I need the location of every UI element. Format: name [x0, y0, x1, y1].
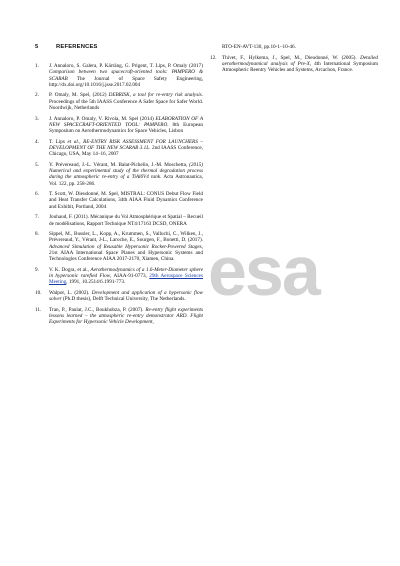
reference-text-part: ELABORATION OF A NEW SPACECRAFT-ORIENTED TOOL: PAMPERO [49, 115, 203, 128]
reference-item [35, 63, 203, 88]
reference-text [49, 191, 203, 210]
reference-number: 8. [35, 231, 39, 238]
reference-text-part: (Ph.D thesis), Delft Technical University, The Netherlands. [61, 296, 186, 303]
reference-number: 7. [35, 214, 39, 221]
reference-text-part: J. Annaloro, S. Galera, P. Kärräng, G. Prigent, T. Lips, P. Omaly (2017) [49, 63, 203, 69]
section-title: REFERENCES [56, 44, 98, 50]
section-number: 5 [35, 44, 39, 50]
reference-number: 1. [35, 63, 39, 69]
reference-text-part: DEBRISK, a tool for re-entry risk analysis [108, 92, 202, 99]
reference-item [35, 290, 203, 303]
reference-number: 6. [35, 191, 39, 198]
reference-number: 2. [35, 92, 39, 99]
reference-text-part: , AIAA-91-0773, [110, 273, 150, 280]
reference-text-part: Aerothermodynamics of a 1.6-Meter-Diameter sphere in hypersonic rarefied Flow [49, 266, 203, 280]
reference-text-part: Comparison between two spacecraft-oriented tools: PAMPERO & SCARAB [49, 69, 203, 82]
reference-item [35, 92, 203, 111]
reference-text-part: , 1991, 10.2514/6.1991-773. [66, 279, 126, 286]
reference-text-part: (2015) Numerical and experimental study of the thermal degradation process during the atmospheric re-entry of a TiAl6V4 tank [49, 161, 203, 181]
reference-text-part: , [152, 319, 154, 326]
left-column [35, 44, 203, 330]
reference-text-part: RE-ENTRY RISK ASSESSMENT FOR LAUNCHERS – DEVELOPMENT OF THE NEW SCARAB 3.1L [49, 138, 204, 151]
reference-text-part: Walpot, L. (2002). [49, 290, 92, 297]
reference-text-part: Advanced Simulation of Reusable Hypersonic Rocket-Powered Stages [49, 243, 202, 250]
reference-item [35, 162, 203, 187]
reference-text-part: , [79, 138, 84, 145]
reference-text [49, 214, 203, 227]
reference-text-part: T. Lips [49, 138, 68, 145]
reference-text [49, 116, 203, 135]
reference-text [49, 162, 203, 187]
reference-item [35, 191, 203, 210]
reference-text-part: . Acta Astronautica, Vol. 122, pp. 258-286. [49, 174, 203, 187]
reference-number: 9. [35, 266, 39, 273]
reference-text-part: Tran, P., Paulat, J.C., Boukhobza, P. (2007). [49, 306, 146, 313]
reference-text-part: , 21st AIAA International Space Planes and Hypersonic Systems and Technologies Conference AIAA 2017-2170, Xiamen, China. [49, 243, 203, 263]
reference-text-part: The Journal of Space Safety Engineering, http://dx.doi.org/10.1016/j.jsse.2017.02.004 [49, 75, 203, 88]
reference-item [35, 139, 203, 158]
reference-number: 11. [35, 306, 42, 313]
reference-text-part: . 2nd IAASS Conference, Chicago, USA, May 14–16, 2007 [49, 144, 203, 158]
reference-text-part: , 4th International Symposium Atmospheric Reentry Vehicles and Systems, Arcachon, France. [222, 60, 379, 74]
reference-text [49, 231, 203, 262]
reference-number: 3. [35, 115, 39, 122]
reference-text-part: Detailed aerothermodynamical analysis of Pre-X [222, 54, 378, 67]
reference-list-right [210, 55, 378, 74]
reference-text-part: Re-entry flight experiments lessons learned – the atmospheric re-entry demonstrator ARD. Flight Experiments for Hypersonic Vehicle Development [49, 306, 203, 326]
reference-text [49, 307, 203, 326]
reference-text-part: Y. Prévereaud, J.-L. Vérant, M. Balat-Pichelin, J.-M. Moschetta, [49, 161, 190, 168]
reference-number: 5. [35, 161, 39, 168]
reference-item [35, 231, 203, 262]
reference-number: 12. [210, 54, 217, 61]
reference-item [35, 214, 203, 227]
reference-item [35, 307, 203, 326]
reference-text [49, 63, 203, 88]
reference-text [49, 290, 203, 303]
reference-text [49, 139, 203, 158]
esa-watermark: esa [208, 232, 319, 310]
reference-text-part: Sippel, M., Bussler, L., Kopp, A., Krummen, S., Valluchi, C., Wilken, J., Prévereaud, Y., Vérant, J-L., Laroche, E., Sourgen, F., Bonetti, D. (2017). [49, 231, 203, 244]
reference-number: 4. [35, 138, 39, 145]
reference-text-part: V. K. Dogra, et al., [49, 266, 91, 273]
reference-text [49, 92, 203, 111]
reference-number: 10. [35, 290, 42, 297]
reference-item [35, 267, 203, 286]
reference-link[interactable]: 29th Aerospace Sciences Meeting [49, 273, 203, 286]
reference-text [49, 267, 203, 286]
reference-text-part: T. Scott, W. Dieudonné, M. Spel, MISTRAL: CONUS Debut Flow Field and Heat Transfer Calculations, 34th AIAA Fluid Dynamics Conference and Exhibit, Portland, 2004 [49, 191, 203, 210]
reference-text-part: Development and application of a hypersonic flow solver [49, 290, 203, 303]
reference-text-part: P. Omaly, M. Spel, (2012) [49, 92, 109, 99]
section-heading [35, 44, 203, 51]
reference-continuation: RTO-EN-AVT-130, pp.10-1–10-46. [222, 44, 296, 50]
reference-text-part: et al. [67, 138, 80, 145]
reference-text-part: . Proceedings of the 5th IAASS Conference A Safer Space for Safer World. Noordwijk, Netherlands [49, 92, 203, 111]
reference-item [35, 116, 203, 135]
reference-text-part: Jouhaud, F. (2011). Mécanique du Vol Atmosphérique et Spatial – Recueil de modélisations, Rapport Technique NT4/17163 DCSD, ONERA [49, 214, 203, 227]
reference-list-left [35, 63, 203, 326]
reference-text-part: Thivet, F., Hylkema, J., Spel, M., Dieudonné, W. (2005). [222, 54, 361, 61]
right-column [210, 44, 378, 78]
reference-text-part: J. Annaloro, P. Omaly, V. Rivola, M. Spel (2014) [49, 115, 156, 122]
reference-item [210, 55, 378, 74]
reference-text-part: . 8th European Symposium on Aerothermodynamics for Space Vehicles, Lisbon [49, 121, 203, 135]
reference-text [222, 55, 378, 74]
